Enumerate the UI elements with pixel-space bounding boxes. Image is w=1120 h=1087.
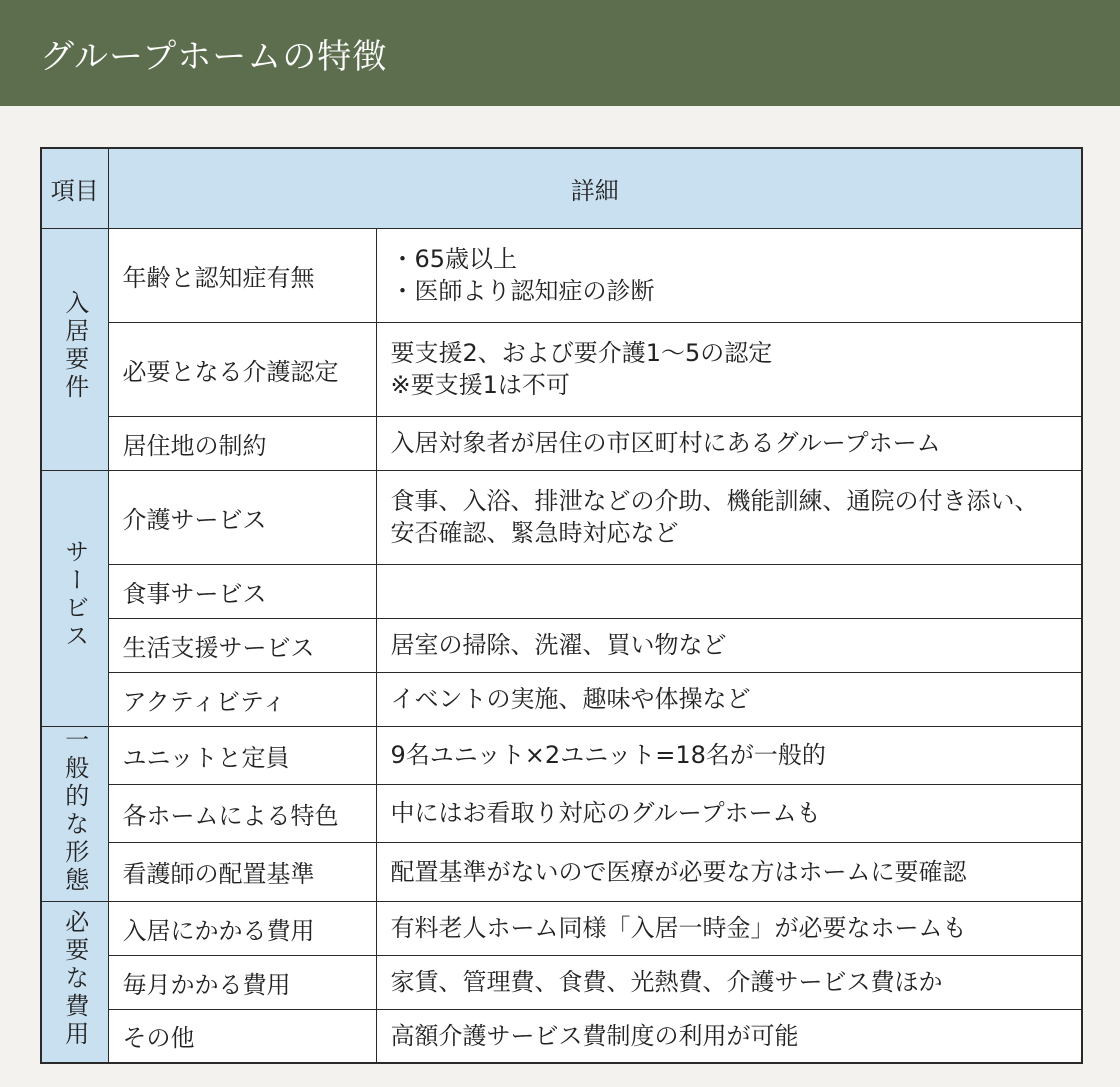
header-item: 項目	[41, 148, 108, 228]
detail-cell	[376, 843, 1082, 901]
detail-cell	[376, 784, 1082, 842]
table-row	[41, 1009, 1082, 1063]
detail-line: 安否確認、緊急時対応など	[390, 519, 679, 547]
table-row	[41, 322, 1082, 416]
table-row	[41, 228, 1082, 322]
detail-cell	[376, 955, 1082, 1009]
table-row	[41, 416, 1082, 470]
header-row	[41, 148, 1082, 228]
category-cell	[41, 470, 108, 726]
item-cell: 毎月かかる費用	[108, 955, 376, 1009]
table-row	[41, 955, 1082, 1009]
item-cell: 必要となる介護認定	[108, 322, 376, 416]
item-cell: アクティビティ	[108, 672, 376, 726]
detail-cell	[376, 726, 1082, 784]
detail-line: 中にはお看取り対応のグループホームも	[390, 799, 821, 828]
table-row	[41, 843, 1082, 901]
detail-line: 配置基準がないので医療が必要な方はホームに要確認	[390, 857, 967, 886]
detail-cell	[376, 618, 1082, 672]
table-row	[41, 784, 1082, 842]
table-row	[41, 901, 1082, 955]
item-cell: 各ホームによる特色	[108, 784, 376, 842]
header-detail: 詳細	[108, 148, 1082, 228]
detail-line: 9名ユニット×2ユニット=18名が一般的	[390, 740, 826, 769]
detail-line: 要支援2、および要介護1〜5の認定	[390, 338, 773, 367]
category-label: 入居要件	[60, 290, 89, 402]
table-row	[41, 726, 1082, 784]
detail-line: 有料老人ホーム同様「入居一時金」が必要なホームも	[390, 913, 967, 942]
detail-cell	[376, 228, 1082, 322]
item-cell: 生活支援サービス	[108, 618, 376, 672]
table-row	[41, 618, 1082, 672]
category-cell	[41, 901, 108, 1063]
item-cell: ユニットと定員	[108, 726, 376, 784]
detail-cell	[376, 901, 1082, 955]
category-cell	[41, 228, 108, 470]
category-cell	[41, 726, 108, 901]
item-cell: 食事サービス	[108, 564, 376, 618]
item-cell: 入居にかかる費用	[108, 901, 376, 955]
detail-line: 家賃、管理費、食費、光熱費、介護サービス費ほか	[390, 967, 943, 996]
page-title: グループホームの特徴	[40, 36, 388, 77]
detail-line: ※要支援1は不可	[390, 371, 570, 399]
detail-cell	[376, 470, 1082, 564]
title-bar	[0, 0, 1120, 106]
detail-line: 入居対象者が居住の市区町村にあるグループホーム	[390, 428, 941, 457]
detail-line: 居室の掃除、洗濯、買い物など	[390, 630, 727, 659]
detail-line: ・医師より認知症の診断	[390, 277, 655, 305]
detail-line: 食事、入浴、排泄などの介助、機能訓練、通院の付き添い、	[390, 486, 1039, 515]
detail-line: 高額介護サービス費制度の利用が可能	[390, 1021, 799, 1050]
category-label: サービス	[60, 539, 89, 651]
detail-line: イベントの実施、趣味や体操など	[390, 684, 751, 713]
item-cell: 介護サービス	[108, 470, 376, 564]
detail-cell	[376, 1009, 1082, 1063]
table-row	[41, 470, 1082, 564]
item-cell: 看護師の配置基準	[108, 843, 376, 901]
detail-line: ・65歳以上	[390, 244, 518, 273]
item-cell: その他	[108, 1009, 376, 1063]
table-row	[41, 672, 1082, 726]
detail-cell	[376, 416, 1082, 470]
detail-cell	[376, 322, 1082, 416]
category-label: 一般的な形態	[60, 726, 89, 895]
detail-cell	[376, 564, 1082, 618]
item-cell: 年齢と認知症有無	[108, 228, 376, 322]
table-row	[41, 564, 1082, 618]
detail-cell	[376, 672, 1082, 726]
item-cell: 居住地の制約	[108, 416, 376, 470]
features-table	[40, 147, 1083, 1064]
category-label: 必要な費用	[60, 908, 89, 1049]
